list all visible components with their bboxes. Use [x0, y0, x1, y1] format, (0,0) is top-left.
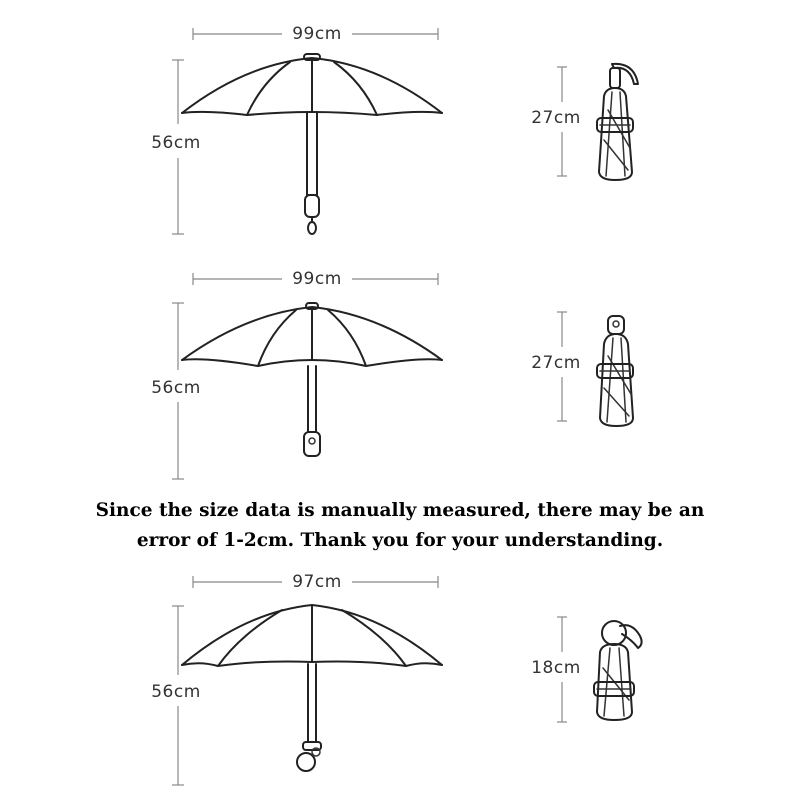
folded-umbrella-3-icon — [594, 621, 642, 720]
row-3-height-label: 56cm — [151, 682, 201, 702]
row-3-width-label: 97cm — [292, 572, 342, 592]
row-3-folded-dimension — [531, 617, 581, 722]
row-3 — [151, 572, 641, 785]
row-1-width-label: 99cm — [292, 24, 342, 44]
row-1-height-label: 56cm — [151, 133, 201, 153]
row-3-width-dimension — [193, 572, 438, 592]
row-1-folded-label: 27cm — [531, 108, 581, 128]
folded-umbrella-1-icon — [597, 64, 638, 180]
row-1-height-dimension — [151, 60, 201, 234]
row-2-width-dimension — [193, 269, 438, 289]
row-1-width-dimension — [193, 24, 438, 44]
measurement-note-line-1: Since the size data is manually measured, there may be an — [95, 500, 705, 521]
row-3-folded-label: 18cm — [531, 658, 581, 678]
open-umbrella-2-icon — [182, 303, 442, 456]
row-2-folded-dimension — [531, 312, 581, 421]
row-1-folded-dimension — [531, 67, 581, 176]
measurement-note — [0, 496, 800, 556]
row-1 — [151, 24, 638, 234]
row-2-folded-label: 27cm — [531, 353, 581, 373]
row-2-height-dimension — [151, 303, 201, 479]
row-2-height-label: 56cm — [151, 378, 201, 398]
folded-umbrella-2-icon — [597, 316, 633, 426]
row-3-height-dimension — [151, 606, 201, 785]
row-2 — [151, 269, 633, 479]
measurement-note-line-2: error of 1-2cm. Thank you for your understanding. — [136, 530, 664, 551]
open-umbrella-3-icon — [182, 605, 442, 771]
open-umbrella-1-icon — [182, 54, 442, 234]
row-2-width-label: 99cm — [292, 269, 342, 289]
